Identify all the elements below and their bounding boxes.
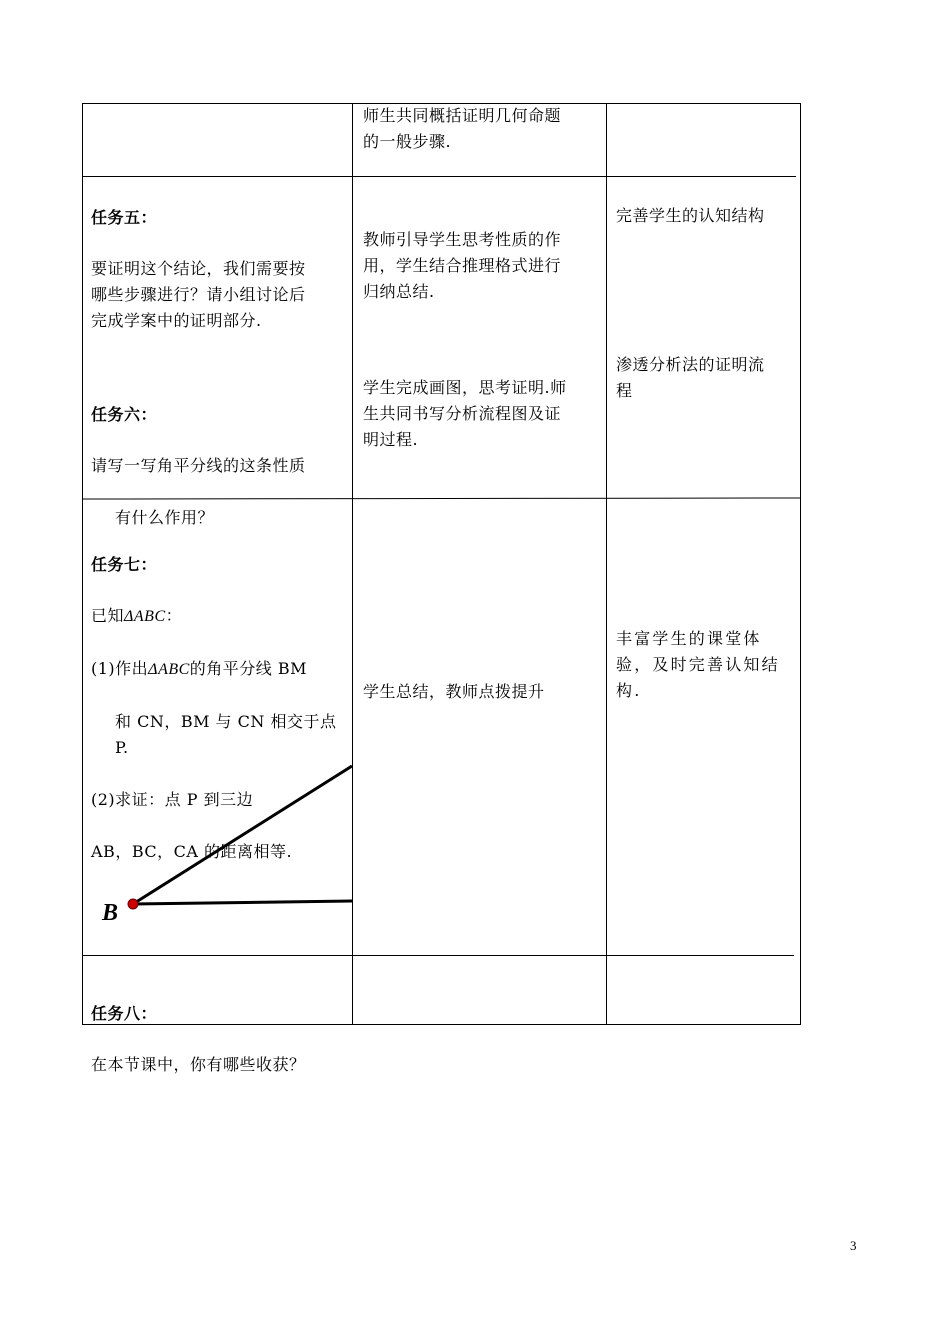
task5-block: [91, 180, 349, 360]
task7-item1-prefix: (1)作出: [91, 659, 149, 678]
task7-item2-line2: AB，BC，CA 的距离相等.: [91, 842, 293, 861]
task7-item1-suffix: 的角平分线 BM: [189, 659, 308, 678]
task6-line2: 有什么作用？: [115, 508, 215, 527]
triangle-abc-symbol-2: ΔABC: [148, 661, 190, 678]
row-divider-1: [82, 176, 796, 177]
row3-activity-text: 学生总结，教师点拨提升: [363, 682, 545, 701]
task7-known-suffix: ：: [165, 606, 183, 625]
task8-title: 任务八：: [91, 1004, 158, 1023]
table-right-border: [800, 103, 801, 1025]
column-divider-2: [606, 103, 607, 1025]
row2-activity-text-b: 学生完成画图，思考证明.师 生共同书写分析流程图及证 明过程.: [363, 378, 567, 449]
task5-body: 要证明这个结论，我们需要按 哪些步骤进行？请小组讨论后 完成学案中的证明部分.: [91, 259, 306, 330]
row2-activity-text-a: 教师引导学生思考性质的作 用，学生结合推理格式进行 归纳总结.: [363, 230, 562, 301]
task8-block: [91, 976, 349, 1104]
figure-upper-side: [133, 766, 352, 904]
task6-title: 任务六：: [91, 405, 158, 424]
task7-item1: [91, 656, 349, 683]
figure-lower-side: [133, 901, 352, 904]
task7-known: [91, 603, 349, 630]
figure-point-b: [128, 899, 138, 909]
task7-item1-line2: 和 CN，BM 与 CN 相交于点 P.: [115, 712, 337, 757]
task7-known-prefix: 已知: [91, 606, 125, 625]
row-divider-3: [82, 955, 794, 956]
triangle-abc-symbol: ΔABC: [124, 608, 166, 625]
task8-body: 在本节课中，你有哪些收获？: [91, 1055, 306, 1074]
figure-label-b: B: [102, 900, 119, 926]
row3-intent-text: 丰富学生的课堂体 验，及时完善认知结 构.: [616, 629, 780, 700]
task7-title: 任务七：: [91, 555, 158, 574]
row2-intent-text-b: 渗透分析法的证明流 程: [616, 355, 765, 400]
task5-title: 任务五：: [91, 208, 158, 227]
task7-item2-line1: (2)求证：点 P 到三边: [91, 790, 254, 809]
row1-activity-text: 师生共同概括证明几何命题 的一般步骤.: [363, 106, 562, 151]
column-divider-1: [352, 103, 353, 1025]
task6-line1: 请写一写角平分线的这条性质: [91, 456, 306, 475]
page-number: 3: [850, 1238, 857, 1253]
row2-intent-text-a: 完善学生的认知结构: [616, 206, 765, 225]
triangle-figure: [83, 700, 352, 950]
